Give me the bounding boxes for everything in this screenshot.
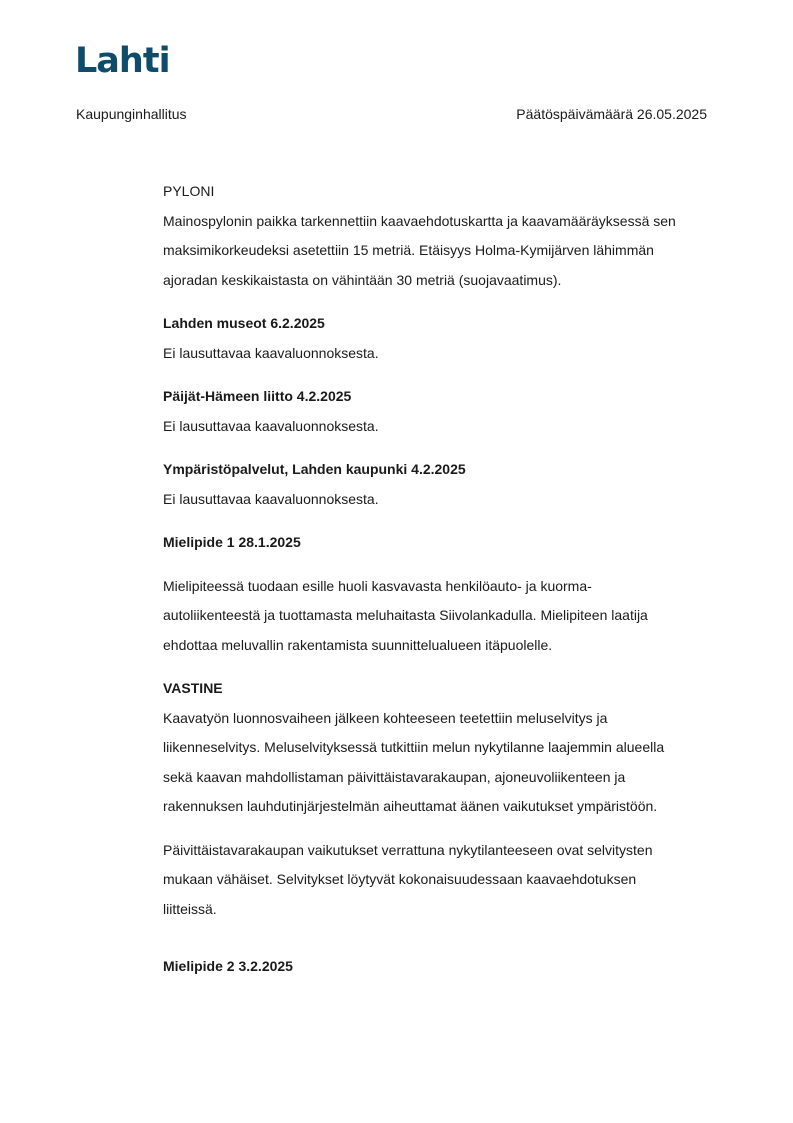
section-ymparisto	[163, 455, 723, 514]
paragraph-line: ehdottaa meluvallin rakentamista suunnittelualueen itäpuolelle.	[163, 636, 553, 653]
section-title: Ympäristöpalvelut, Lahden kaupunki 4.2.2025	[163, 461, 466, 477]
paragraph-line: rakennuksen lauhdutinjärjestelmän aiheuttamat äänen vaikutukset ympäristöön.	[163, 798, 658, 814]
decision-date: Päätöspäivämäärä 26.05.2025	[516, 106, 707, 122]
section-pyloni	[163, 177, 723, 295]
section-title: Mielipide 1 28.1.2025	[163, 534, 301, 550]
paragraph-line: Päivittäistavarakaupan vaikutukset verrattuna nykytilanteeseen ovat selvitysten	[163, 841, 653, 858]
paragraph-line: Ei lausuttavaa kaavaluonnoksesta.	[163, 490, 379, 507]
paragraph-line: Kaavatyön luonnosvaiheen jälkeen kohteeseen teetettiin meluselvitys ja	[163, 709, 608, 726]
section-title: Päijät-Hämeen liitto 4.2.2025	[163, 388, 352, 404]
section-title: Mielipide 2 3.2.2025	[163, 958, 293, 974]
section-title: PYLONI	[163, 183, 215, 199]
section-title: Lahden museot 6.2.2025	[163, 315, 325, 331]
paragraph-line: Mainospylonin paikka tarkennettiin kaavaehdotuskartta ja kaavamääräyksessä sen	[163, 212, 676, 229]
section-liitto	[163, 382, 723, 441]
section-museot	[163, 309, 723, 368]
vastine-paragraph-2	[163, 836, 723, 925]
section-mielipide-2	[163, 952, 723, 982]
paragraph-line: autoliikenteestä ja tuottamasta meluhaitasta Siivolankadulla. Mielipiteen laatija	[163, 607, 648, 623]
vastine-paragraph-1	[163, 704, 723, 822]
paragraph-line: mukaan vähäiset. Selvitykset löytyvät kokonaisuudessaan kaavaehdotuksen	[163, 871, 637, 887]
paragraph-line: Ei lausuttavaa kaavaluonnoksesta.	[163, 344, 379, 361]
paragraph-line: liitteissä.	[163, 900, 217, 917]
paragraph-line: liikenneselvitys. Meluselvityksessä tutkittiin melun nykytilanne laajemmin alueella	[163, 739, 665, 755]
lahti-logo: Lahti	[75, 41, 170, 81]
section-vastine	[163, 674, 723, 924]
organization-name: Kaupunginhallitus	[76, 106, 187, 122]
paragraph-line: Ei lausuttavaa kaavaluonnoksesta.	[163, 417, 379, 434]
section-title: VASTINE	[163, 680, 223, 696]
paragraph-line: Mielipiteessä tuodaan esille huoli kasvavasta henkilöauto- ja kuorma-	[163, 577, 592, 594]
paragraph-line: sekä kaavan mahdollistaman päivittäistavarakaupan, ajoneuvoliikenteen ja	[163, 768, 626, 785]
document-body	[163, 177, 723, 996]
paragraph-line: maksimikorkeudeksi asetettiin 15 metriä. Etäisyys Holma-Kymijärven lähimmän	[163, 242, 654, 258]
paragraph-line: ajoradan keskikaistasta on vähintään 30 metriä (suojavaatimus).	[163, 271, 562, 288]
section-mielipide-1	[163, 528, 723, 660]
